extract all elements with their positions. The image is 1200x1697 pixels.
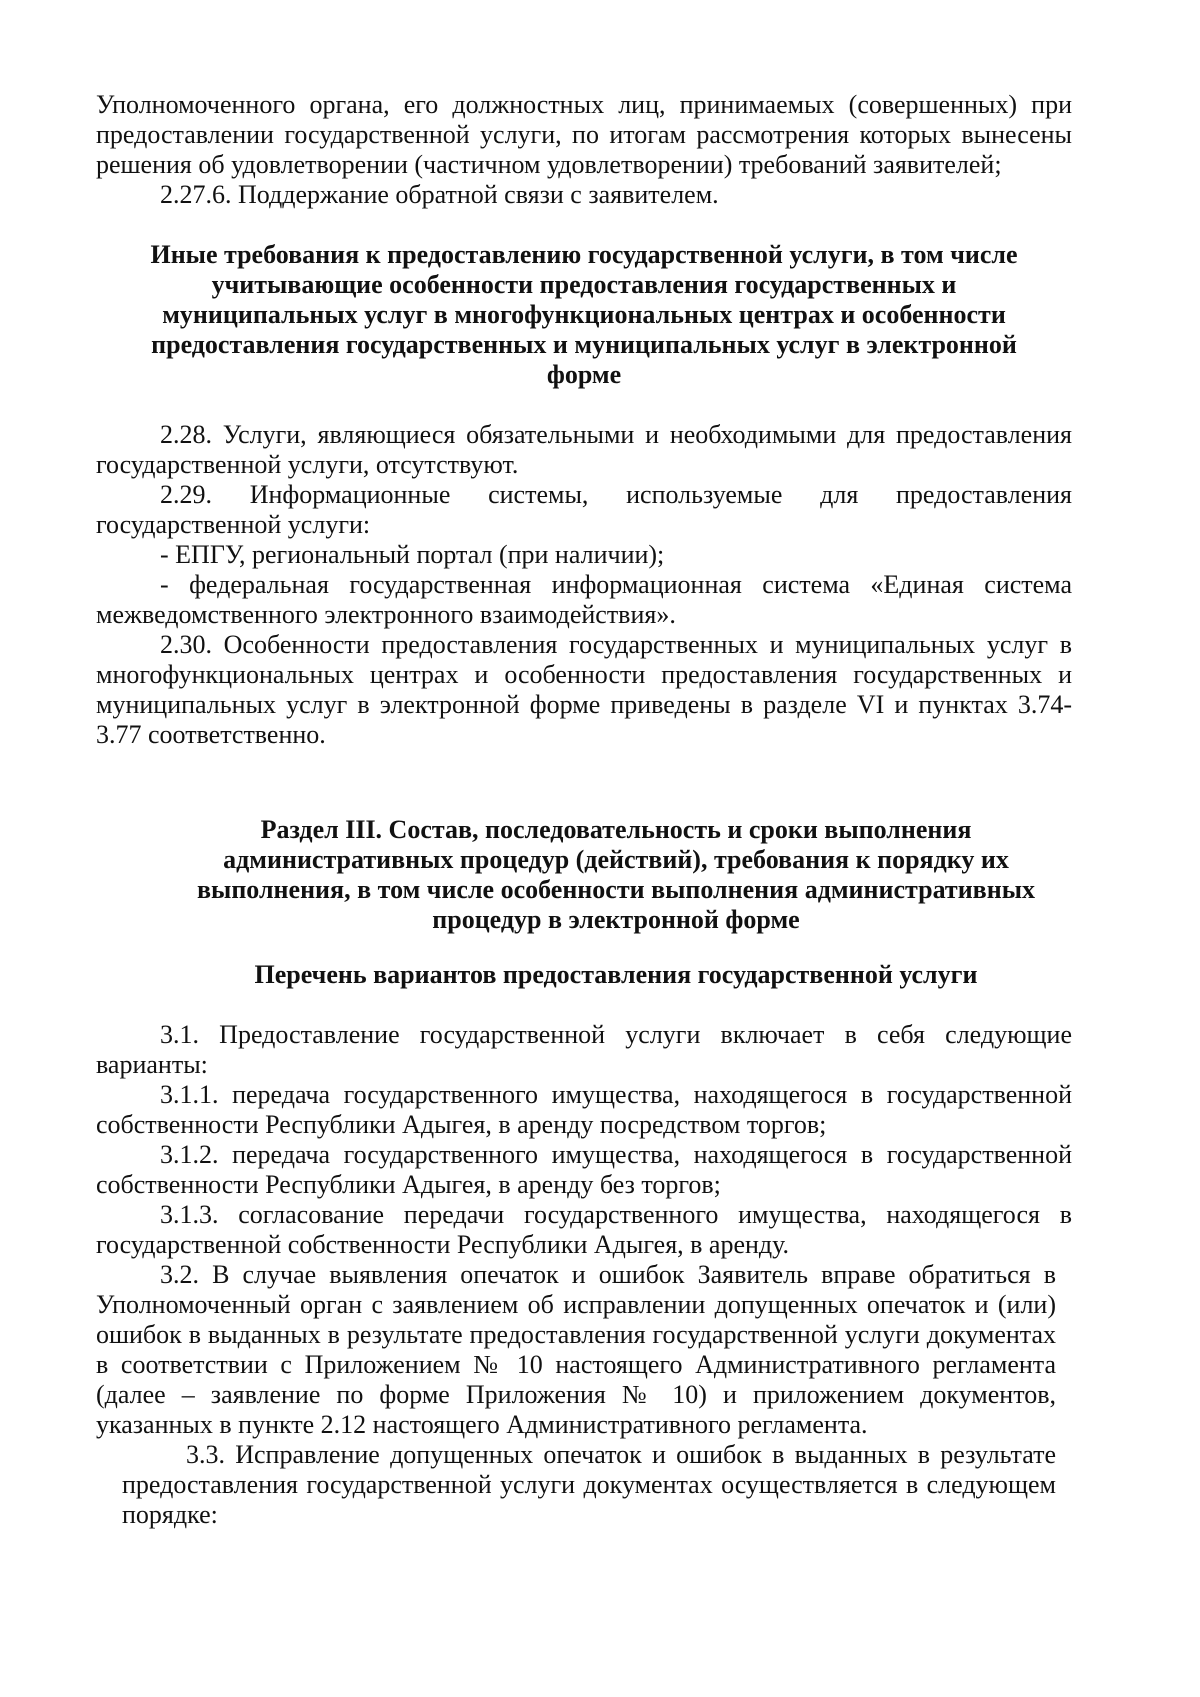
section-heading: Иные требования к предоставлению государственной услуги, в том числе xyxy=(150,240,1018,269)
body-line: государственной услуги, отсутствуют. xyxy=(96,450,519,479)
section-heading: Раздел III. Состав, последовательность и сроки выполнения xyxy=(260,815,972,844)
body-line: указанных в пункте 2.12 настоящего Административного регламента. xyxy=(96,1410,868,1439)
section-heading: процедур в электронной форме xyxy=(432,905,800,934)
body-line: государственной собственности Республики Адыгея, в аренду. xyxy=(96,1230,790,1259)
body-line: решения об удовлетворении (частичном удовлетворении) требований заявителей; xyxy=(96,150,1002,179)
body-line: 3.1.2. передача государственного имущества, находящегося в государственной xyxy=(160,1140,1072,1169)
body-line: муниципальных услуг в электронной форме приведены в разделе VI и пунктах 3.74- xyxy=(96,690,1072,719)
body-line: - ЕПГУ, региональный портал (при наличии); xyxy=(160,540,665,569)
body-line: предоставления государственной услуги документах осуществляется в следующем xyxy=(122,1470,1056,1499)
body-line: межведомственного электронного взаимодействия». xyxy=(96,600,676,629)
section-heading: форме xyxy=(546,360,622,389)
section-heading: учитывающие особенности предоставления государственных и xyxy=(211,270,957,299)
body-line: Уполномоченный орган с заявлением об исправлении допущенных опечаток и (или) xyxy=(96,1290,1056,1319)
subsection-heading: Перечень вариантов предоставления государственной услуги xyxy=(254,960,978,989)
body-line: порядке: xyxy=(122,1500,218,1529)
body-line: 2.29. Информационные системы, используемые для предоставления xyxy=(160,480,1072,509)
body-line: варианты: xyxy=(96,1050,208,1079)
body-line: 2.28. Услуги, являющиеся обязательными и необходимыми для предоставления xyxy=(160,420,1072,449)
body-line: 3.1. Предоставление государственной услуги включает в себя следующие xyxy=(160,1020,1072,1049)
body-line: многофункциональных центрах и особенности предоставления государственных и xyxy=(96,660,1072,689)
body-line: Уполномоченного органа, его должностных лиц, принимаемых (совершенных) при xyxy=(96,90,1072,119)
section-heading: предоставления государственных и муниципальных услуг в электронной xyxy=(151,330,1017,359)
section-heading: административных процедур (действий), требования к порядку их xyxy=(223,845,1009,874)
body-line: 2.30. Особенности предоставления государственных и муниципальных услуг в xyxy=(160,630,1072,659)
section-heading: муниципальных услуг в многофункциональных центрах и особенности xyxy=(162,300,1006,329)
body-line: - федеральная государственная информационная система «Единая система xyxy=(160,570,1072,599)
body-line: собственности Республики Адыгея, в аренду без торгов; xyxy=(96,1170,721,1199)
body-line: 3.77 соответственно. xyxy=(96,720,326,749)
section-heading: выполнения, в том числе особенности выполнения административных xyxy=(196,875,1035,904)
body-line: 3.3. Исправление допущенных опечаток и ошибок в выданных в результате xyxy=(186,1440,1056,1469)
body-line: в соответствии с Приложением № 10 настоящего Административного регламента xyxy=(96,1350,1056,1379)
body-line: 3.2. В случае выявления опечаток и ошибок Заявитель вправе обратиться в xyxy=(160,1260,1056,1289)
body-line: предоставлении государственной услуги, по итогам рассмотрения которых вынесены xyxy=(96,120,1072,149)
body-line: 3.1.3. согласование передачи государственного имущества, находящегося в xyxy=(160,1200,1072,1229)
body-line: ошибок в выданных в результате предоставления государственной услуги документах xyxy=(96,1320,1056,1349)
body-line: 3.1.1. передача государственного имущества, находящегося в государственной xyxy=(160,1080,1072,1109)
body-line: 2.27.6. Поддержание обратной связи с заявителем. xyxy=(160,180,719,209)
body-line: (далее – заявление по форме Приложения № 10) и приложением документов, xyxy=(96,1380,1056,1409)
body-line: собственности Республики Адыгея, в аренду посредством торгов; xyxy=(96,1110,827,1139)
body-line: государственной услуги: xyxy=(96,510,371,539)
